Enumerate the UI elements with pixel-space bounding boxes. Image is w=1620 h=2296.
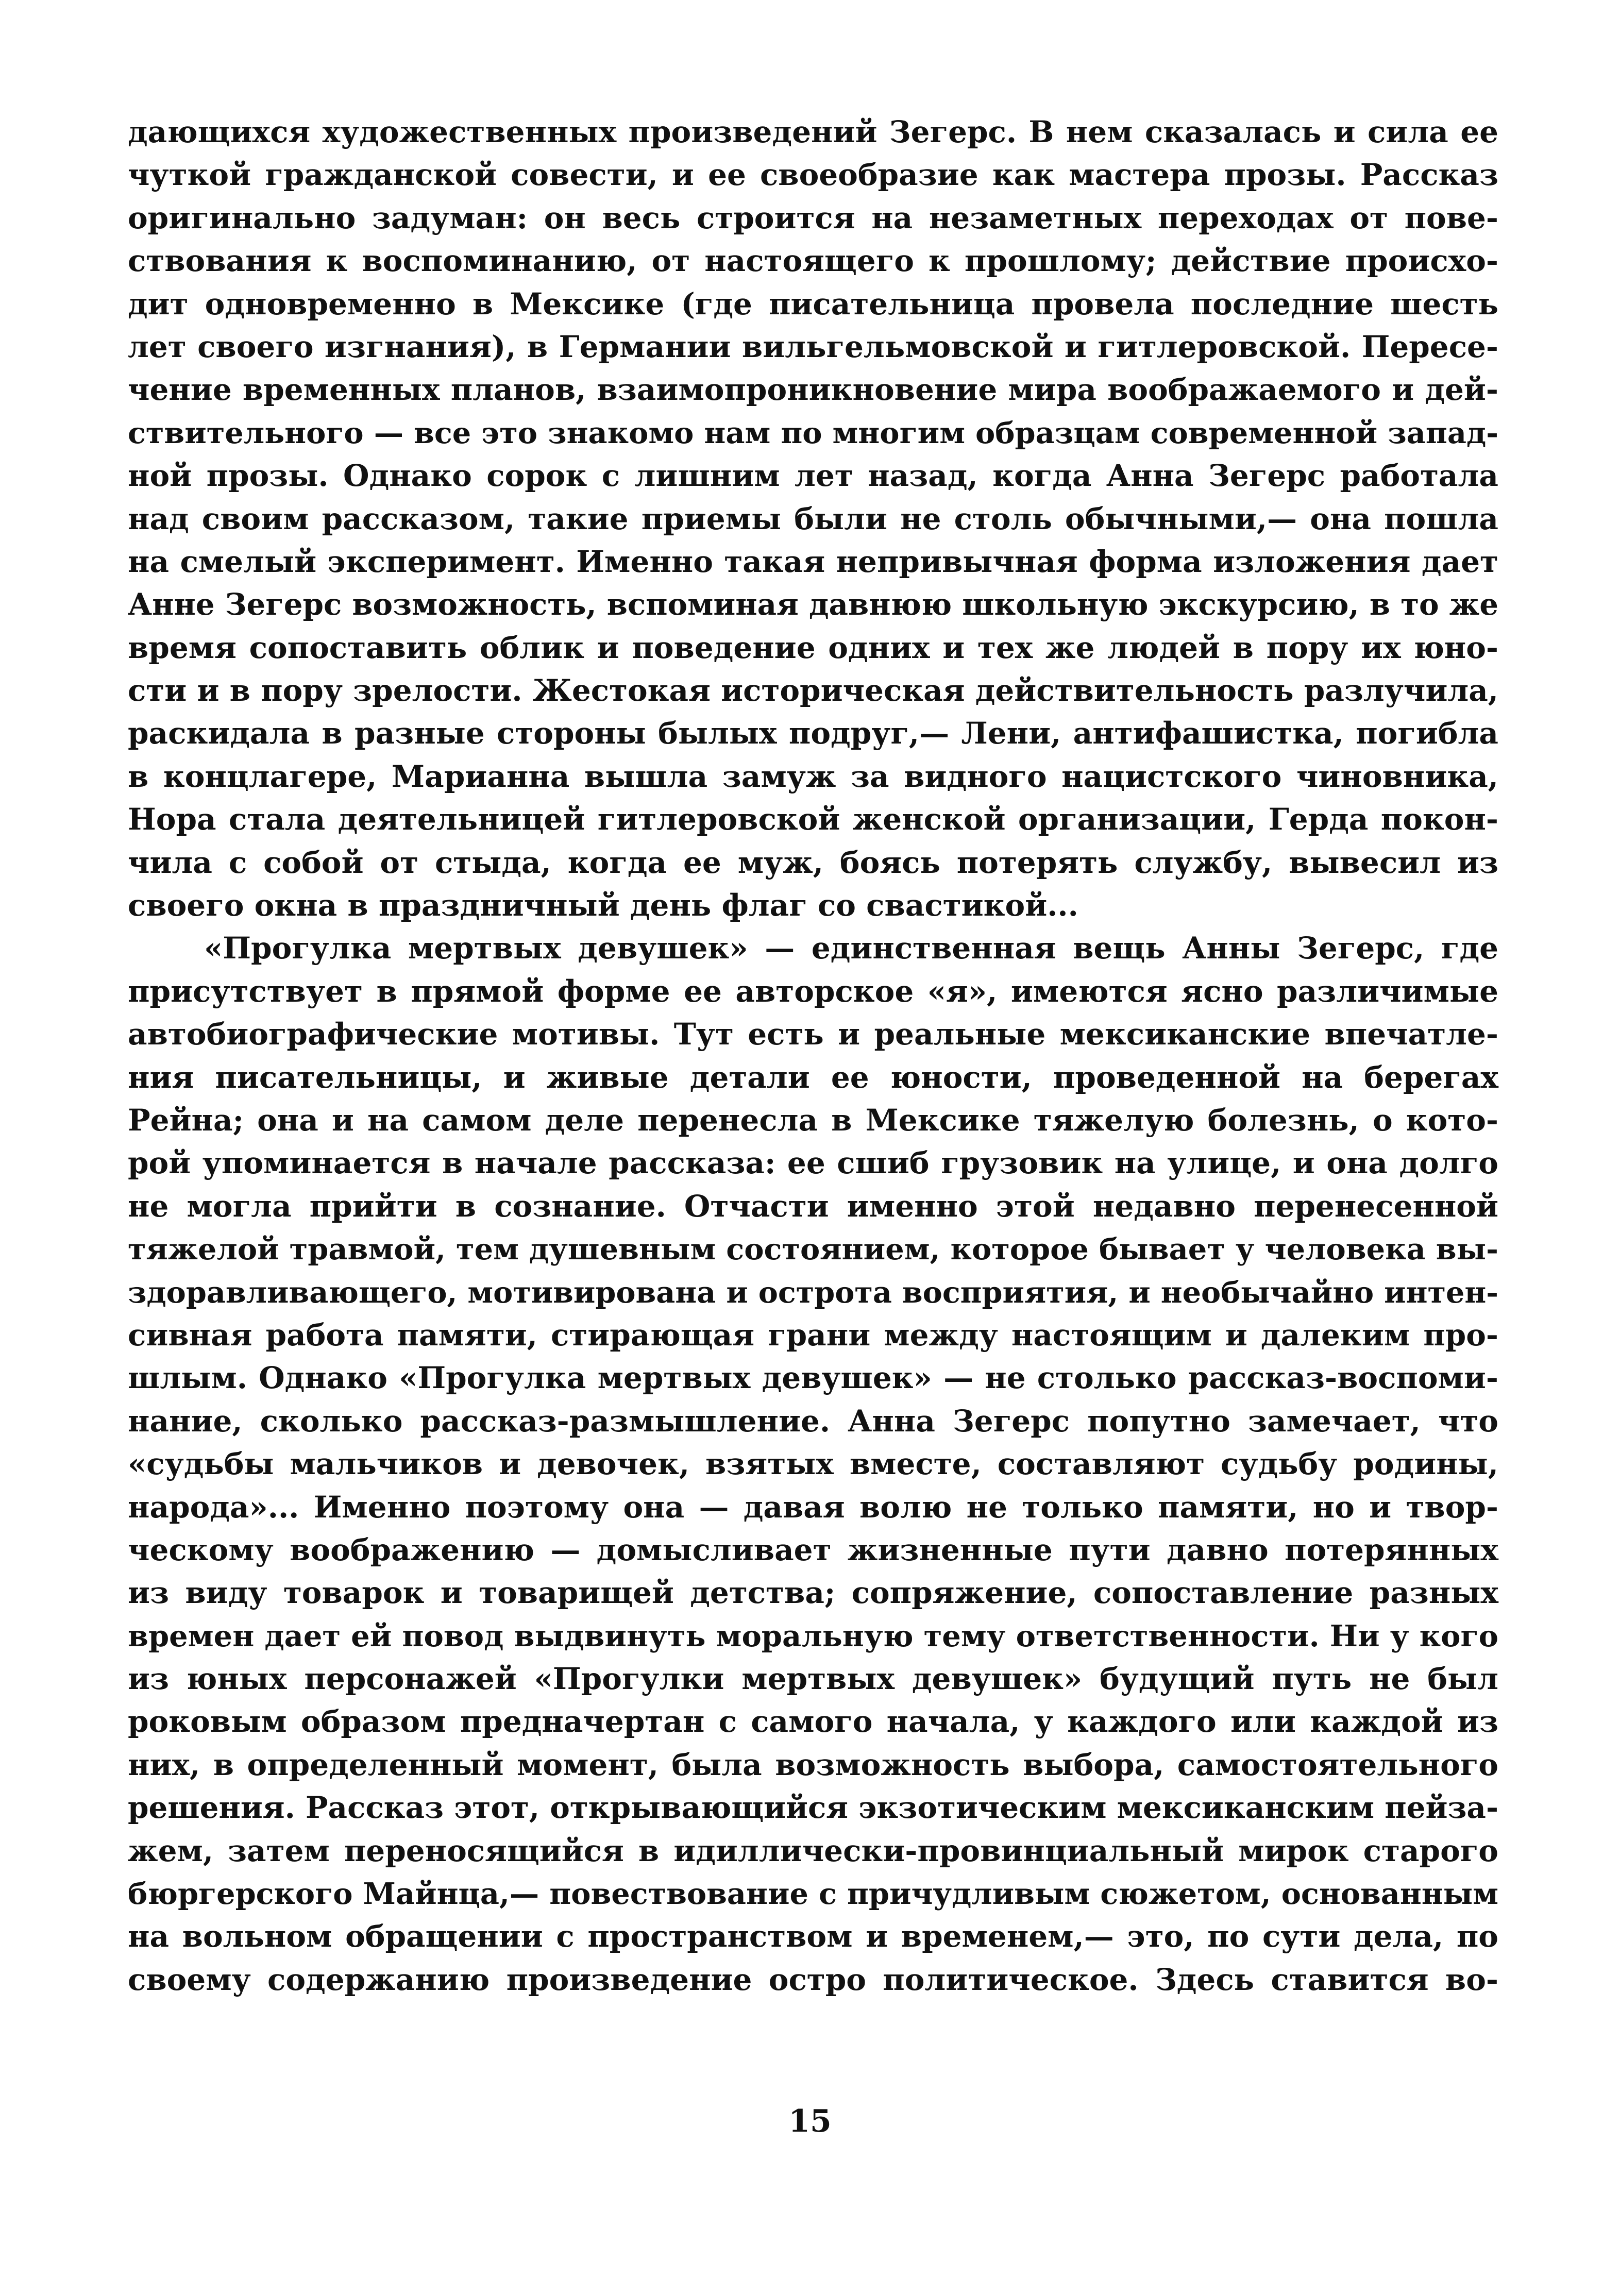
text-line: из юных персонажей «Прогулки мертвых девушек» будущий путь не был: [128, 1661, 1498, 1697]
text-line: чуткой гражданской совести, и ее своеобразие как мастера прозы. Рассказ: [128, 157, 1498, 193]
text-line: здоравливающего, мотивирована и острота восприятия, и необычайно интен-: [128, 1275, 1498, 1310]
text-line: шлым. Однако «Прогулка мертвых девушек» — не столько рассказ-воспоми-: [128, 1360, 1498, 1396]
text-line: чение временных планов, взаимопроникновение мира воображаемого и дей-: [128, 372, 1498, 408]
text-line: автобиографические мотивы. Тут есть и реальные мексиканские впечатле-: [128, 1017, 1498, 1052]
text-line: сти и в пору зрелости. Жестокая историческая действительность разлучила,: [128, 673, 1498, 708]
text-line: сивная работа памяти, стирающая грани между настоящим и далеким про-: [128, 1317, 1498, 1353]
text-line: жем, затем переносящийся в идиллически-провинциальный мирок старого: [128, 1833, 1498, 1868]
text-line: решения. Рассказ этот, открывающийся экзотическим мексиканским пейза-: [128, 1790, 1498, 1826]
text-line: чила с собой от стыда, когда ее муж, боясь потерять службу, вывесил из: [128, 845, 1498, 880]
text-line: раскидала в разные стороны былых подруг,— Лени, антифашистка, погибла: [128, 716, 1498, 751]
text-line: них, в определенный момент, была возможность выбора, самостоятельного: [128, 1747, 1498, 1782]
text-line: своему содержанию произведение остро политическое. Здесь ставится во-: [128, 1962, 1498, 1997]
text-line: ствования к воспоминанию, от настоящего к прошлому; действие происхо-: [128, 243, 1498, 279]
text-line: Нора стала деятельницей гитлеровской женской организации, Герда покон-: [128, 802, 1498, 837]
text-line: ной прозы. Однако сорок с лишним лет назад, когда Анна Зегерс работала: [128, 458, 1498, 494]
text-line: Анне Зегерс возможность, вспоминая давнюю школьную экскурсию, в то же: [128, 587, 1498, 622]
text-line: рой упоминается в начале рассказа: ее сшиб грузовик на улице, и она долго: [128, 1145, 1498, 1181]
text-line: не могла прийти в сознание. Отчасти именно этой недавно перенесенной: [128, 1188, 1498, 1224]
text-line: время сопоставить облик и поведение одних и тех же людей в пору их юно-: [128, 630, 1498, 665]
page-number: 15: [788, 2103, 832, 2139]
text-line: времен дает ей повод выдвинуть моральную тему ответственности. Ни у кого: [128, 1618, 1498, 1653]
text-line: своего окна в праздничный день флаг со свастикой...: [128, 888, 1078, 923]
text-line: роковым образом предначертан с самого начала, у каждого или каждой из: [128, 1704, 1498, 1740]
paragraph-start-line: «Прогулка мертвых девушек» — единственная вещь Анны Зегерс, где: [204, 931, 1498, 966]
text-line: дит одновременно в Мексике (где писательница провела последние шесть: [128, 286, 1498, 322]
text-line: в концлагере, Марианна вышла замуж за видного нацистского чиновника,: [128, 758, 1498, 794]
text-line: нание, сколько рассказ-размышление. Анна Зегерс попутно замечает, что: [128, 1403, 1498, 1439]
text-line: Рейна; она и на самом деле перенесла в Мексике тяжелую болезнь, о кото-: [128, 1102, 1498, 1138]
text-line: из виду товарок и товарищей детства; сопряжение, сопоставление разных: [128, 1575, 1498, 1611]
text-line: «судьбы мальчиков и девочек, взятых вместе, составляют судьбу родины,: [128, 1446, 1498, 1482]
text-line: ния писательницы, и живые детали ее юности, проведенной на берегах: [128, 1059, 1498, 1095]
text-line: лет своего изгнания), в Германии вильгельмовской и гитлеровской. Пересе-: [128, 329, 1498, 364]
body-text: [128, 111, 1498, 2001]
text-line: ствительного — все это знакомо нам по многим образцам современной запад-: [128, 415, 1498, 450]
text-line: народа»... Именно поэтому она — давая волю не только памяти, но и твор-: [128, 1489, 1498, 1525]
text-line: над своим рассказом, такие приемы были не столь обычными,— она пошла: [128, 501, 1498, 536]
text-line: бюргерского Майнца,— повествование с причудливым сюжетом, основанным: [128, 1876, 1498, 1912]
text-line: ческому воображению — домысливает жизненные пути давно потерянных: [128, 1532, 1498, 1567]
text-line: на вольном обращении с пространством и временем,— это, по сути дела, по: [128, 1919, 1498, 1954]
text-line: оригинально задуман: он весь строится на незаметных переходах от пове-: [128, 200, 1498, 235]
text-line: на смелый эксперимент. Именно такая непривычная форма изложения дает: [128, 544, 1498, 579]
text-line: дающихся художественных произведений Зегерс. В нем сказалась и сила ее: [128, 114, 1498, 149]
text-line: тяжелой травмой, тем душевным состоянием, которое бывает у человека вы-: [128, 1231, 1498, 1267]
text-line: присутствует в прямой форме ее авторское «я», имеются ясно различимые: [128, 973, 1498, 1009]
